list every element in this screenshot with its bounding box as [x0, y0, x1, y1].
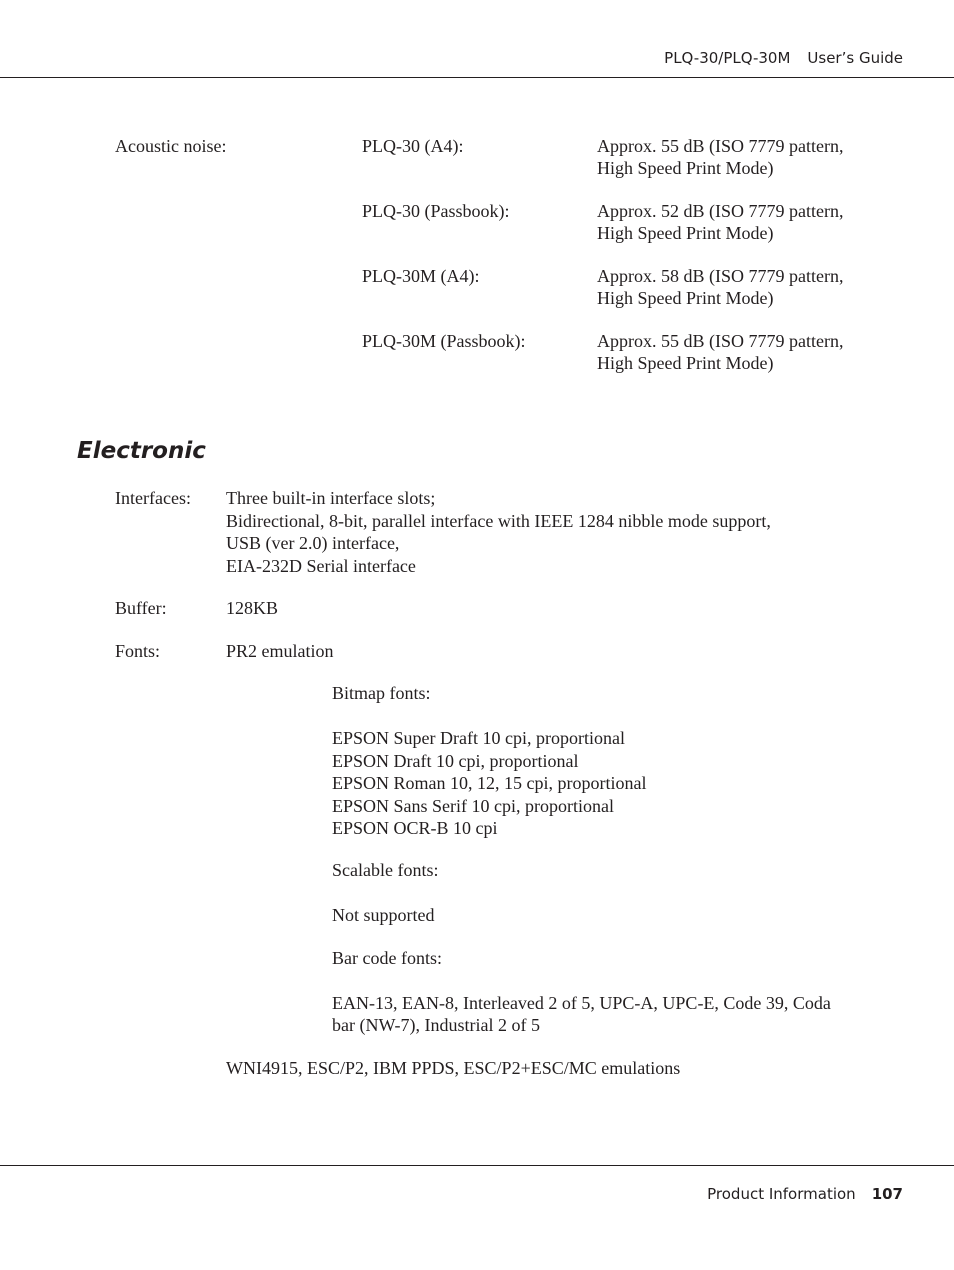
- interfaces-label: Interfaces:: [115, 488, 191, 508]
- header-product: PLQ-30/PLQ-30M: [664, 49, 791, 67]
- bitmap-font-item: EPSON Draft 10 cpi, proportional: [332, 751, 579, 771]
- header-guide: User’s Guide: [807, 49, 903, 67]
- header-rule: [0, 77, 954, 78]
- bitmap-font-item: EPSON Roman 10, 12, 15 cpi, proportional: [332, 773, 647, 793]
- page-header: [664, 49, 903, 67]
- page-number: 107: [871, 1185, 903, 1203]
- buffer-value: 128KB: [226, 598, 279, 618]
- acoustic-model: PLQ-30 (Passbook):: [362, 201, 510, 221]
- acoustic-label: Acoustic noise:: [115, 136, 227, 156]
- bitmap-font-item: EPSON OCR-B 10 cpi: [332, 818, 498, 838]
- bitmap-fonts-heading: Bitmap fonts:: [332, 683, 431, 703]
- bitmap-font-item: EPSON Sans Serif 10 cpi, proportional: [332, 796, 614, 816]
- fonts-label: Fonts:: [115, 641, 161, 661]
- footer-rule: [0, 1165, 954, 1166]
- interfaces-line: USB (ver 2.0) interface,: [226, 533, 400, 553]
- acoustic-value-line1: Approx. 55 dB (ISO 7779 pattern,: [597, 331, 844, 351]
- section-title: Electronic: [77, 438, 206, 464]
- interfaces-line: EIA-232D Serial interface: [226, 556, 416, 576]
- footer-section: Product Information: [707, 1185, 856, 1203]
- acoustic-value-line2: High Speed Print Mode): [597, 353, 774, 373]
- acoustic-model: PLQ-30 (A4):: [362, 136, 464, 156]
- acoustic-value-line1: Approx. 58 dB (ISO 7779 pattern,: [597, 266, 844, 286]
- acoustic-value-line1: Approx. 52 dB (ISO 7779 pattern,: [597, 201, 844, 221]
- page-footer: [707, 1185, 903, 1203]
- interfaces-line: Three built-in interface slots;: [226, 488, 436, 508]
- barcode-fonts-line2: bar (NW-7), Industrial 2 of 5: [332, 1015, 540, 1035]
- acoustic-model: PLQ-30M (A4):: [362, 266, 480, 286]
- buffer-label: Buffer:: [115, 598, 167, 618]
- barcode-fonts-line1: EAN-13, EAN-8, Interleaved 2 of 5, UPC-A, UPC-E, Code 39, Coda: [332, 993, 831, 1013]
- barcode-fonts-heading: Bar code fonts:: [332, 948, 442, 968]
- acoustic-value-line2: High Speed Print Mode): [597, 223, 774, 243]
- acoustic-value-line2: High Speed Print Mode): [597, 288, 774, 308]
- bitmap-font-item: EPSON Super Draft 10 cpi, proportional: [332, 728, 625, 748]
- scalable-fonts-value: Not supported: [332, 905, 435, 925]
- acoustic-value-line1: Approx. 55 dB (ISO 7779 pattern,: [597, 136, 844, 156]
- acoustic-value-line2: High Speed Print Mode): [597, 158, 774, 178]
- other-emulations: WNI4915, ESC/P2, IBM PPDS, ESC/P2+ESC/MC emulations: [226, 1058, 681, 1078]
- acoustic-model: PLQ-30M (Passbook):: [362, 331, 526, 351]
- fonts-emulation: PR2 emulation: [226, 641, 334, 661]
- interfaces-line: Bidirectional, 8-bit, parallel interface with IEEE 1284 nibble mode support,: [226, 511, 771, 531]
- scalable-fonts-heading: Scalable fonts:: [332, 860, 439, 880]
